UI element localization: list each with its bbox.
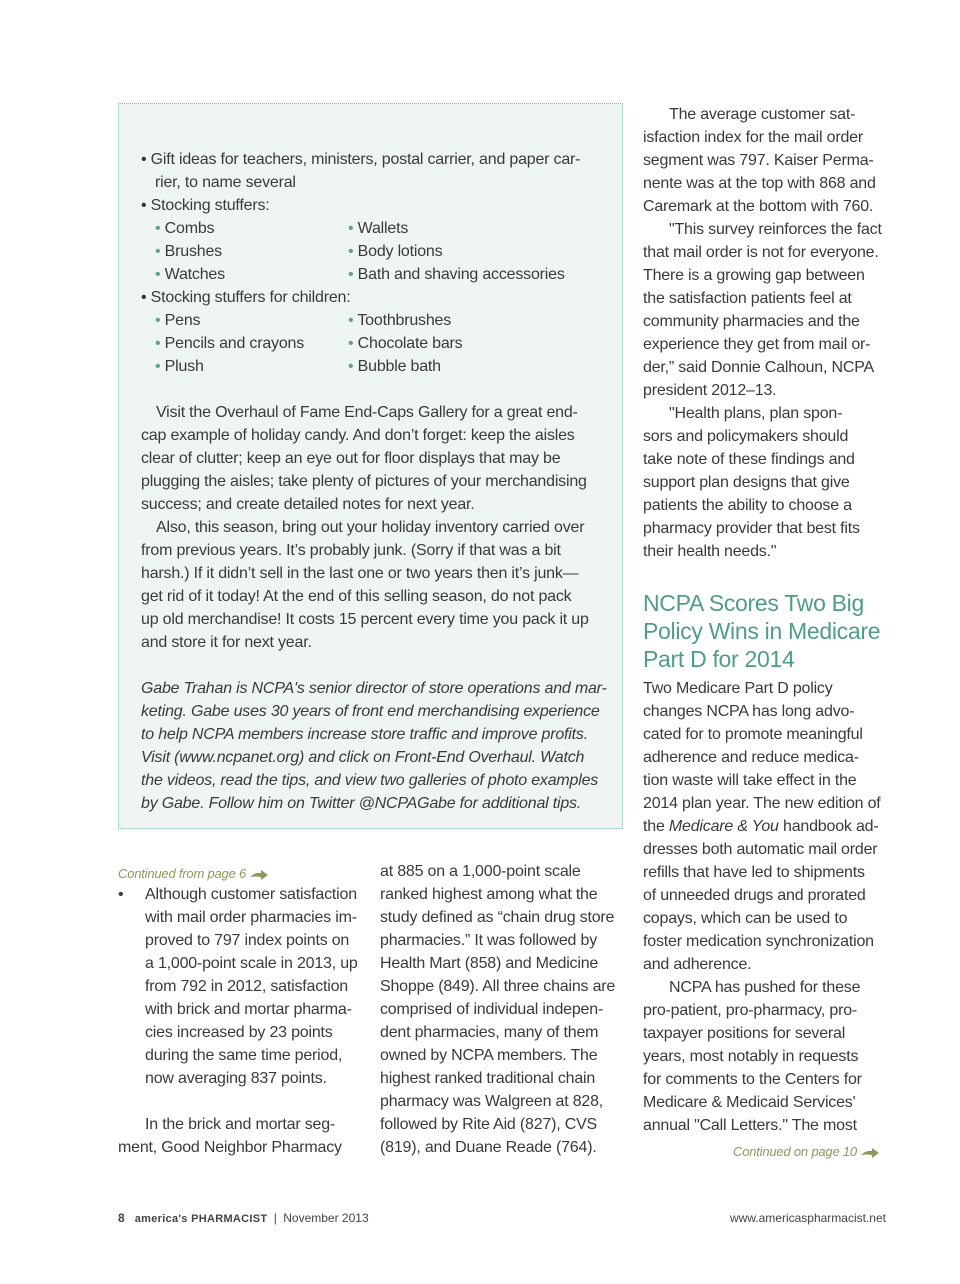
- paragraph-line: plugging the aisles; take plenty of pictures of your merchandising: [141, 473, 587, 490]
- column-line: the satisfaction patients feel at: [643, 290, 852, 307]
- column-line: comprised of individual indepen-: [380, 1001, 604, 1018]
- author-bio-line: Visit (www.ncpanet.org) and click on Front-End Overhaul. Watch: [141, 749, 585, 766]
- column-line: adherence and reduce medica-: [643, 749, 859, 766]
- column-line: for comments to the Centers for: [643, 1071, 862, 1088]
- column-line: president 2012–13.: [643, 382, 777, 399]
- column-line: In the brick and mortar seg-: [145, 1116, 336, 1133]
- column-line: followed by Rite Aid (827), CVS: [380, 1116, 598, 1133]
- author-bio-line: Gabe Trahan is NCPA's senior director of store operations and mar-: [141, 680, 607, 697]
- author-bio-line: keting. Gabe uses 30 years of front end merchandising experience: [141, 703, 600, 720]
- column-line: dent pharmacies, many of them: [380, 1024, 599, 1041]
- column-line: and adherence.: [643, 956, 752, 973]
- column-line: Health Mart (858) and Medicine: [380, 955, 599, 972]
- column-line: that mail order is not for everyone.: [643, 244, 879, 261]
- column-line: proved to 797 index points on: [145, 932, 350, 949]
- column-line: The average customer sat-: [669, 106, 856, 123]
- column-line: pro-patient, pro-pharmacy, pro-: [643, 1002, 858, 1019]
- column-line: Caremark at the bottom with 760.: [643, 198, 874, 215]
- list-item: • Chocolate bars: [348, 335, 463, 352]
- column-line: experience they get from mail or-: [643, 336, 871, 353]
- paragraph-line: clear of clutter; keep an eye out for floor displays that may be: [141, 450, 561, 467]
- bullet-text: Stocking stuffers for children:: [150, 289, 351, 306]
- column-line: tion waste will take effect in the: [643, 772, 857, 789]
- list-item: • Pens: [155, 312, 201, 329]
- column-line: cies increased by 23 points: [145, 1024, 333, 1041]
- heading-line: NCPA Scores Two Big: [643, 590, 864, 616]
- column-line: der,” said Donnie Calhoun, NCPA: [643, 359, 874, 376]
- column-line: Medicare & Medicaid Services': [643, 1094, 856, 1111]
- column-line: with mail order pharmacies im-: [145, 909, 357, 926]
- column-line: owned by NCPA members. The: [380, 1047, 598, 1064]
- column-line: their health needs.": [643, 543, 777, 560]
- page-number: 8: [118, 1211, 125, 1225]
- author-bio-line: to help NCPA members increase store traffic and improve profits.: [141, 726, 588, 743]
- paragraph-line: Also, this season, bring out your holiday inventory carried over: [156, 519, 585, 536]
- continued-from[interactable]: Continued from page 6: [118, 862, 269, 885]
- column-line: at 885 on a 1,000-point scale: [380, 863, 581, 880]
- column-line: 2014 plan year. The new edition of: [643, 795, 881, 812]
- bullet-text: Gift ideas for teachers, ministers, postal carrier, and paper car-: [150, 151, 581, 168]
- list-item: • Plush: [155, 358, 204, 375]
- paragraph-line: from previous years. It’s probably junk. (Sorry if that was a bit: [141, 542, 561, 559]
- column-line: cated for to promote meaningful: [643, 726, 863, 743]
- column-line: of unneeded drugs and prorated: [643, 887, 866, 904]
- issue-date: November 2013: [283, 1211, 369, 1225]
- footer-left: [118, 1211, 369, 1225]
- column-line: highest ranked traditional chain: [380, 1070, 596, 1087]
- column-line: taxpayer positions for several: [643, 1025, 846, 1042]
- footer-separator: |: [273, 1211, 277, 1225]
- column-line: community pharmacies and the: [643, 313, 860, 330]
- list-item: • Pencils and crayons: [155, 335, 305, 352]
- heading-line: Policy Wins in Medicare: [643, 618, 881, 644]
- column-line: sors and policymakers should: [643, 428, 849, 445]
- paragraph-line: get rid of it today! At the end of this selling season, do not pack: [141, 588, 572, 605]
- column-line: study defined as “chain drug store: [380, 909, 615, 926]
- paragraph-line: harsh.) If it didn’t sell in the last one or two years then it’s junk—: [141, 565, 579, 582]
- paragraph-line: success; and create detailed notes for next year.: [141, 496, 475, 513]
- arrow-right-icon: [860, 1147, 880, 1159]
- column-line: patients the ability to choose a: [643, 497, 852, 514]
- column-line: with brick and mortar pharma-: [145, 1001, 352, 1018]
- bullet-text-cont: rier, to name several: [155, 174, 296, 191]
- list-item: • Brushes: [155, 243, 222, 260]
- list-item: • Wallets: [348, 220, 409, 237]
- column-line: foster medication synchronization: [643, 933, 874, 950]
- sidebar-bullet: • Gift ideas for teachers, ministers, postal carrier, and paper car-: [141, 151, 581, 168]
- column-line: Although customer satisfaction: [145, 886, 357, 903]
- arrow-right-icon: [249, 869, 269, 881]
- heading-line: Part D for 2014: [643, 646, 795, 672]
- column-line: Shoppe (849). All three chains are: [380, 978, 616, 995]
- column-line: There is a growing gap between: [643, 267, 865, 284]
- author-bio-line: by Gabe. Follow him on Twitter @NCPAGabe for additional tips.: [141, 795, 582, 812]
- column-line: pharmacy was Walgreen at 828,: [380, 1093, 604, 1110]
- list-item: • Toothbrushes: [348, 312, 452, 329]
- list-item: • Bath and shaving accessories: [348, 266, 565, 283]
- paragraph-line: Visit the Overhaul of Fame End-Caps Gallery for a great end-: [156, 404, 578, 421]
- column-line: now averaging 837 points.: [145, 1070, 327, 1087]
- column-line: during the same time period,: [145, 1047, 343, 1064]
- column-line: pharmacies.” It was followed by: [380, 932, 598, 949]
- column-line: Two Medicare Part D policy: [643, 680, 833, 697]
- column-line: from 792 in 2012, satisfaction: [145, 978, 349, 995]
- continued-on[interactable]: Continued on page 10: [733, 1140, 880, 1163]
- bullet-text: Stocking stuffers:: [150, 197, 270, 214]
- column-line: refills that have led to shipments: [643, 864, 865, 881]
- website-link[interactable]: www.americaspharmacist.net: [729, 1211, 886, 1225]
- list-item: • Bubble bath: [348, 358, 441, 375]
- paragraph-line: and store it for next year.: [141, 634, 312, 651]
- column-line: "Health plans, plan spon-: [669, 405, 843, 422]
- column-line: copays, which can be used to: [643, 910, 848, 927]
- column-line: dresses both automatic mail order: [643, 841, 878, 858]
- bullet-dot: •: [118, 886, 124, 903]
- paragraph-line: up old merchandise! It costs 15 percent every time you pack it up: [141, 611, 589, 628]
- paragraph-line: cap example of holiday candy. And don’t forget: keep the aisles: [141, 427, 575, 444]
- column-line: isfaction index for the mail order: [643, 129, 863, 146]
- column-line: (819), and Duane Reade (764).: [380, 1139, 597, 1156]
- column-line: support plan designs that give: [643, 474, 850, 491]
- column-line: years, most notably in requests: [643, 1048, 859, 1065]
- list-item: • Combs: [155, 220, 215, 237]
- column-line: nente was at the top with 868 and: [643, 175, 876, 192]
- column-line: take note of these findings and: [643, 451, 855, 468]
- list-item: • Body lotions: [348, 243, 443, 260]
- column-line: ment, Good Neighbor Pharmacy: [118, 1139, 342, 1156]
- sidebar-bullet: • Stocking stuffers for children:: [141, 289, 351, 306]
- handbook-title: Medicare & You: [668, 818, 779, 835]
- column-line: a 1,000-point scale in 2013, up: [145, 955, 358, 972]
- column-line: NCPA has pushed for these: [669, 979, 861, 996]
- column-line: changes NCPA has long advo-: [643, 703, 855, 720]
- column-line: ranked highest among what the: [380, 886, 598, 903]
- column-line: "This survey reinforces the fact: [669, 221, 882, 238]
- author-bio-line: the videos, read the tips, and view two galleries of photo examples: [141, 772, 599, 789]
- list-item: • Watches: [155, 266, 225, 283]
- column-line: pharmacy provider that best fits: [643, 520, 860, 537]
- column-line: segment was 797. Kaiser Perma-: [643, 152, 874, 169]
- column-line: annual "Call Letters." The most: [643, 1117, 857, 1134]
- sidebar-bullet: • Stocking stuffers:: [141, 197, 270, 214]
- magazine-name: america's PHARMACIST: [134, 1213, 268, 1225]
- column-line: the Medicare & You handbook ad-: [643, 818, 879, 835]
